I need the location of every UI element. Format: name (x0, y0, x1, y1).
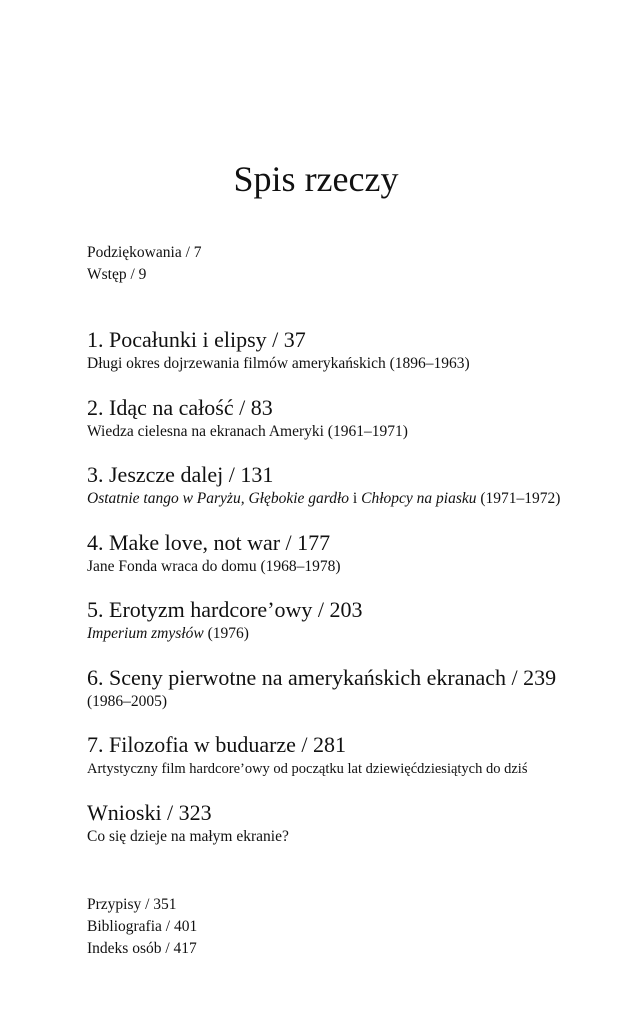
chapter-title: 2. Idąc na całość / 83 (87, 395, 273, 420)
chapter-subtitle: Jane Fonda wraca do domu (1968–1978) (87, 558, 341, 575)
front-matter-list (87, 242, 202, 286)
subtitle-years: (1976) (203, 625, 249, 642)
toc-entry-acknowledgements: Podziękowania / 7 (87, 244, 202, 261)
chapter-title: 5. Erotyzm hardcore’owy / 203 (87, 597, 363, 622)
toc-chapter-5 (87, 596, 617, 644)
toc-conclusions (87, 799, 617, 847)
chapter-title: 3. Jeszcze dalej / 131 (87, 462, 274, 487)
toc-entry-introduction: Wstęp / 9 (87, 266, 147, 283)
chapter-subtitle (87, 624, 617, 644)
page-title: Spis rzeczy (233, 159, 399, 199)
chapter-subtitle: (1986–2005) (87, 693, 168, 710)
toc-entry-notes: Przypisy / 351 (87, 896, 177, 913)
chapter-title: 6. Sceny pierwotne na amerykańskich ekranach / 239 (87, 665, 557, 690)
toc-chapter-7 (87, 731, 617, 779)
chapter-title: 7. Filozofia w buduarze / 281 (87, 732, 347, 757)
toc-entry-index: Indeks osób / 417 (87, 940, 197, 957)
chapter-subtitle (87, 489, 617, 509)
chapter-title: 4. Make love, not war / 177 (87, 530, 331, 555)
toc-entry-bibliography: Bibliografia / 401 (87, 918, 198, 935)
subtitle-italic-title: Imperium zmysłów (87, 625, 204, 642)
chapter-title: 1. Pocałunki i elipsy / 37 (87, 327, 306, 352)
subtitle-italic-titles: Ostatnie tango w Paryżu, Głębokie gardło (87, 490, 350, 507)
subtitle-years: (1971–1972) (476, 490, 561, 507)
chapter-subtitle: Co się dzieje na małym ekranie? (87, 828, 289, 845)
toc-chapter-2 (87, 394, 617, 442)
subtitle-italic-title: Chłopcy na piasku (361, 490, 477, 507)
toc-chapter-4 (87, 529, 617, 577)
chapter-title: Wnioski / 323 (87, 800, 212, 825)
chapter-subtitle: Artystyczny film hardcore’owy od początku lat dziewięćdziesiątych do dziś (87, 761, 528, 777)
toc-chapter-1 (87, 326, 617, 374)
toc-chapter-6 (87, 664, 617, 712)
back-matter-list (87, 894, 197, 960)
subtitle-conjunction: i (349, 490, 362, 507)
toc-chapter-3 (87, 461, 617, 509)
chapter-subtitle: Wiedza cielesna na ekranach Ameryki (1961–1971) (87, 423, 408, 440)
chapter-subtitle: Długi okres dojrzewania filmów amerykańskich (1896–1963) (87, 355, 470, 372)
